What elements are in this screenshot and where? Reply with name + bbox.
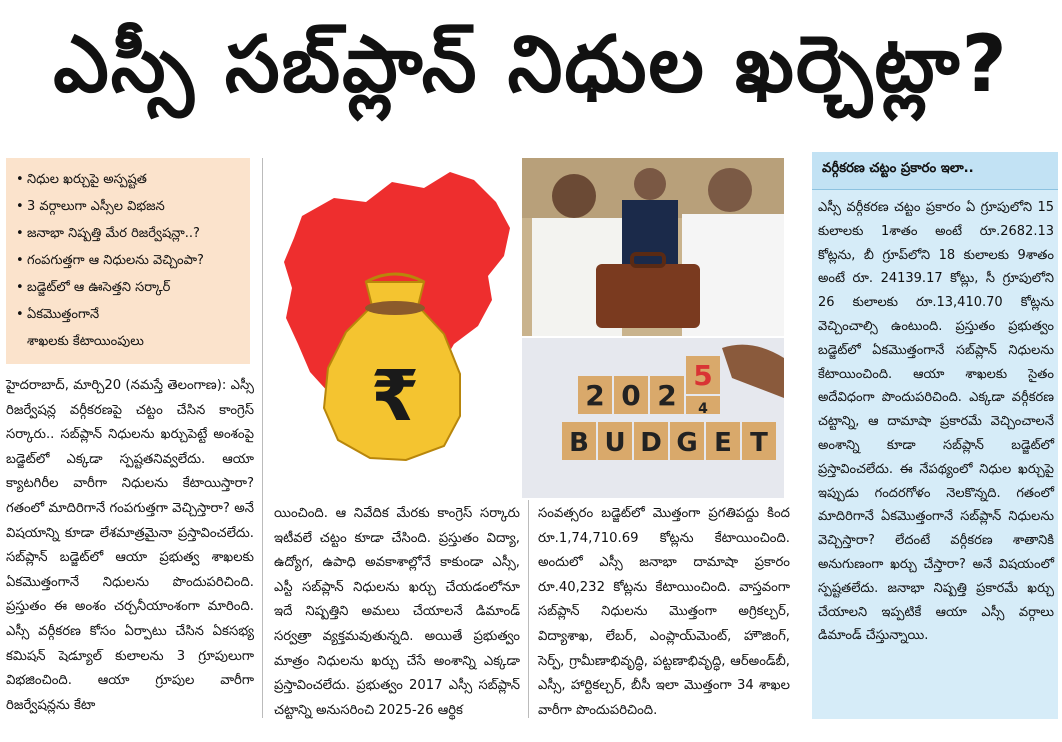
bullet-item: • ఏకమొత్తంగానే bbox=[16, 301, 242, 328]
svg-text:0: 0 bbox=[621, 379, 641, 412]
svg-text:B: B bbox=[569, 428, 589, 458]
svg-text:4: 4 bbox=[698, 401, 708, 417]
svg-text:2: 2 bbox=[585, 379, 605, 412]
sidebar-body: ఎస్సీ వర్గీకరణ చట్టం ప్రకారం ఏ గ్రూపులోని 15 కులాలకు 1శాతం అంటే రూ.2682.13 కోట్లను, బీ గ్రూప్‌లోని 18 కులాలకు 9శాతం అంటే రూ. 24139.17 కోట్లు, సీ గ్రూపులోని 26 కులాలకు రూ.13,410.70 కోట్లను వెచ్చించాల్సి ఉంటుంది. ప్రస్తుతం ప్రభుత్వం బడ్జెట్‌లో ఏకమొత్తంగానే సబ్‌ప్లాన్ నిధులను కేటాయించింది. ఆయా శాఖలకు సైతం అదేవిధంగా పొందుపరిచింది. ఎక్కడా వర్గీకరణ చట్టాన్ని, ఆ దామాషా ప్రకారమే వెచ్చించాలనే అంశాన్ని కూడా సబ్‌ప్లాన్ బడ్జెట్‌లో ప్రస్తావించలేదు. ఈ నేపథ్యంలో నిధుల ఖర్చుపై ఇప్పుడు గందరగోళం నెలకొన్నది. గతంలో మాదిరిగానే ఏకమొత్తంగానే సబ్‌ప్లాన్ నిధులను వెచ్చిస్తారా? లేదంటే వర్గీకరణ శాతానికి అనుగుణంగా ఖర్చు చేస్తారా? అనే విషయంలో స్పష్టతలేదు. జనాభా నిష్పత్తి ప్రకారమే ఖర్చు చేయాలని ఇప్పటికే ఆయా ఎస్సీ వర్గాలు డిమాండ్ చేస్తున్నాయి. bbox=[818, 200, 1054, 644]
column-divider bbox=[528, 500, 529, 718]
bullet-item: • బడ్జెట్‌లో ఆ ఊసెత్తని సర్కార్ bbox=[16, 274, 242, 301]
bullet-item-continuation: శాఖలకు కేటాయింపులు bbox=[27, 334, 144, 349]
article-column-3 bbox=[538, 502, 790, 723]
article-paragraph: యించింది. ఆ నివేదిక మేరకు కాంగ్రెస్ సర్కారు ఇటీవలే చట్టం కూడా చేసింది. ప్రస్తుతం విద్యా, ఉద్యోగ, ఉపాధి అవకాశాల్లోనే కాకుండా ఎస్సీ, ఎస్టీ సబ్‌ప్లాన్ నిధులను ఖర్చు చేయడంలోనూ ఇదే నిష్పత్తిని అమలు చేయాలనే డిమాండ్ సర్వత్రా వ్యక్తమవుతున్నది. అయితే ప్రభుత్వం మాత్రం నిధులను ఖర్చు చేసే అంశాన్ని ఎక్కడా ప్రస్తావించలేదు. ప్రభుత్వం 2017 ఎస్సీ సబ్‌ప్లాన్ చట్టాన్ని అనుసరించి 2025-26 ఆర్థిక bbox=[274, 506, 520, 718]
rupee-symbol: ₹ bbox=[370, 355, 420, 437]
column-divider bbox=[262, 158, 263, 718]
bullet-dot-icon: • bbox=[16, 280, 24, 295]
budget-blocks-photo bbox=[522, 338, 784, 498]
telangana-map-money-bag-image bbox=[274, 158, 519, 498]
svg-text:T: T bbox=[750, 428, 768, 458]
bullet-item: • 3 వర్గాలుగా ఎస్సీల విభజన bbox=[16, 193, 242, 220]
article-column-1 bbox=[6, 374, 254, 718]
bullet-dot-icon: • bbox=[16, 307, 24, 322]
bullet-box bbox=[6, 158, 250, 364]
article-paragraph: హైదరాబాద్, మార్చి20 (నమస్తే తెలంగాణ): ఎస్సీ రిజర్వేషన్ల వర్గీకరణపై చట్టం చేసిన కాంగ్రెస్ సర్కారు.. సబ్‌ప్లాన్ నిధులను ఖర్చుపెట్టే అంశంపై బడ్జెట్‌లో ఎక్కడా స్పష్టతనివ్వలేదు. ఆయా క్యాటగిరీల వారీగా నిధులను కేటాయిస్తారా? గతంలో మాదిరిగానే గంపగుత్తగా వెచ్చిస్తారా? అనే విషయాన్ని కూడా లేశమాత్రమైనా ప్రస్తావించలేదు. సబ్‌ప్లాన్ బడ్జెట్‌లో ఆయా ప్రభుత్వ శాఖలకు ఏకమొత్తంగానే నిధులను పొందుపరిచింది. ప్రస్తుతం ఈ అంశం చర్చనీయాంశంగా మారింది. ఎస్సీ వర్గీకరణ కోసం ఏర్పాటు చేసిన ఏకసభ్య కమిషన్ షెడ్యూల్ కులాలను 3 గ్రూపులుగా విభజించింది. ఆయా గ్రూపుల వారీగా రిజర్వేషన్లను కేటా bbox=[6, 378, 254, 713]
svg-text:5: 5 bbox=[693, 359, 713, 392]
bullet-item: • జనాభా నిష్పత్తి మేర రిజర్వేషన్లా..? bbox=[16, 220, 242, 247]
bullet-item: • గంపగుత్తగా ఆ నిధులను వెచ్చింపా? bbox=[16, 247, 242, 274]
svg-text:2: 2 bbox=[657, 379, 677, 412]
svg-text:E: E bbox=[714, 428, 732, 458]
bullet-dot-icon: • bbox=[16, 253, 24, 268]
bullet-dot-icon: • bbox=[16, 226, 24, 241]
map-illustration bbox=[274, 158, 519, 498]
svg-text:U: U bbox=[604, 428, 626, 458]
svg-text:G: G bbox=[676, 428, 698, 458]
svg-text:D: D bbox=[640, 428, 662, 458]
bullet-item: • నిధుల ఖర్చుపై అస్పష్టత bbox=[16, 166, 242, 193]
article-paragraph: సంవత్సరం బడ్జెట్‌లో మొత్తంగా ప్రగతిపద్దు కింద రూ.1,74,710.69 కోట్లను కేటాయించింది. అందులో ఎస్సీ జనాభా దామాషా ప్రకారం రూ.40,232 కోట్లను కేటాయించింది. వాస్తవంగా సబ్‌ప్లాన్ నిధులను మొత్తంగా అగ్రికల్చర్, విద్యాశాఖ, లేబర్, ఎంప్లాయ్‌మెంట్, హౌజింగ్, సెర్ప్, గ్రామీణాభివృద్ధి, పట్టణాభివృద్ధి, ఆర్‌అండ్‌బీ, ఎస్సీ, హార్టికల్చర్, బీసీ ఇలా మొత్తంగా 34 శాఖల వారీగా పొందుపరిచింది. bbox=[538, 506, 790, 718]
bullet-dot-icon: • bbox=[16, 199, 24, 214]
headline: ఎస్సీ సబ్‌ప్లాన్ నిధుల ఖర్చెట్లా? bbox=[53, 19, 1009, 110]
briefcase-handover-photo bbox=[522, 158, 784, 336]
bullet-dot-icon: • bbox=[16, 172, 24, 187]
article-column-2 bbox=[274, 502, 520, 723]
sidebar-heading: వర్గీకరణ చట్టం ప్రకారం ఇలా.. bbox=[812, 152, 1058, 190]
